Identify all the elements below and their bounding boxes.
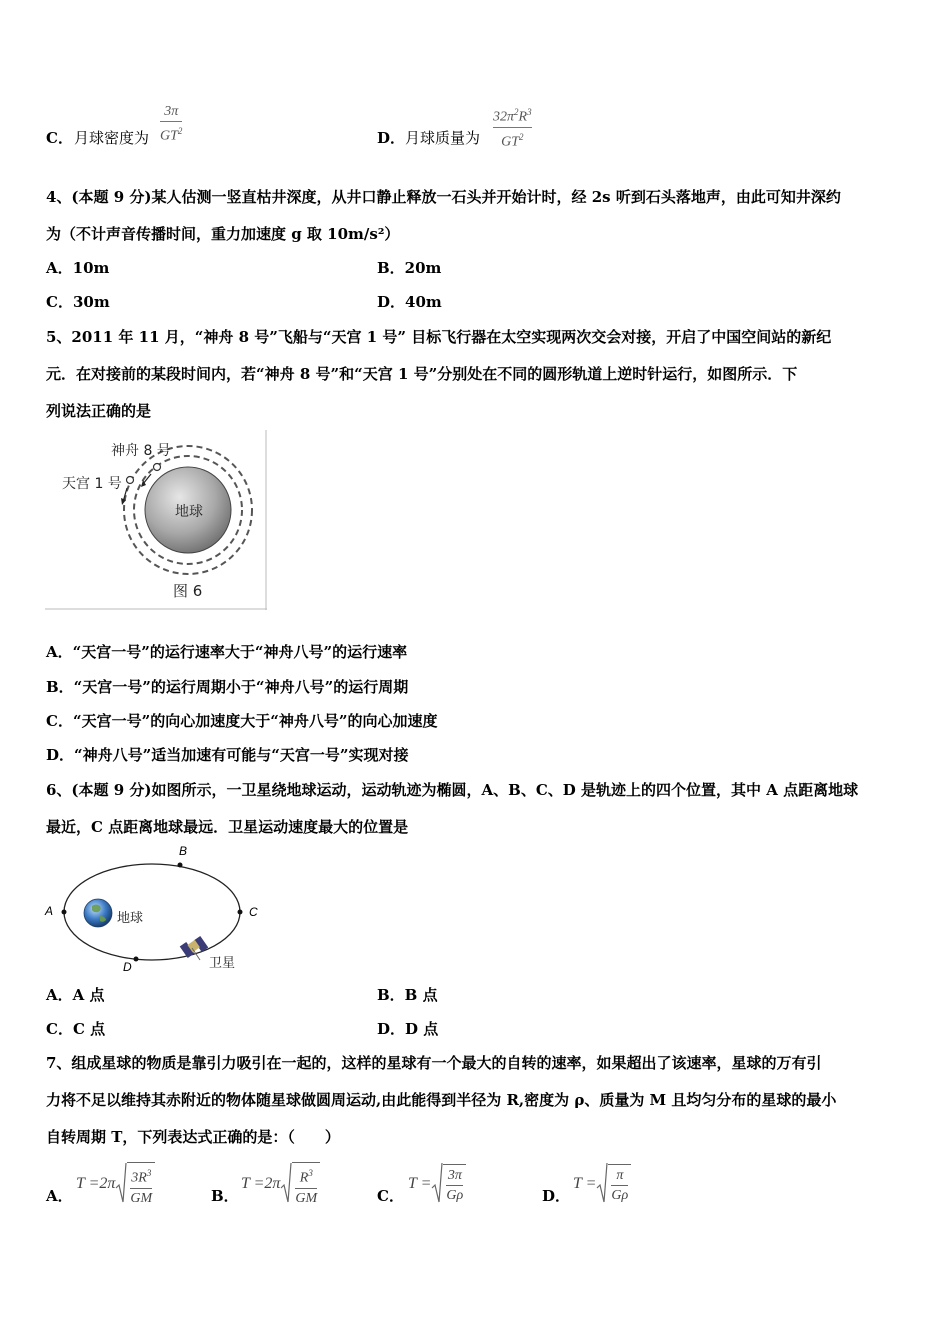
q7-stem-line3: 自转周期 T，下列表达式正确的是：（ ） <box>46 1128 340 1146</box>
q4-stem-line2: 为（不计声音传播时间，重力加速度 g 取 10m/s²） <box>46 225 400 243</box>
ellipse-diagram <box>40 842 270 977</box>
fig-label-c: C <box>249 905 258 919</box>
q3-d-den-exp: 2 <box>518 131 524 142</box>
q3-option-c-text: 月球密度为 <box>74 129 150 147</box>
fig-label-a: A <box>45 904 54 918</box>
q3-option-d-text: 月球质量为 <box>405 129 481 147</box>
shenzhou-marker <box>154 464 161 471</box>
q4-option-d: D．40m <box>377 293 442 311</box>
q6-option-b: B．B 点 <box>377 986 438 1004</box>
q7-option-a-label: A． <box>46 1187 73 1205</box>
q7-option-a-formula <box>76 1162 155 1207</box>
q7-option-b-formula <box>241 1162 320 1207</box>
q5-option-b: B．“天宫一号”的运行周期小于“神舟八号”的运行周期 <box>46 678 409 696</box>
fig-label-tiangong: 天宫 1 号 <box>62 476 122 492</box>
fig-label-earth: 地球 <box>175 504 203 520</box>
point-d <box>134 957 139 962</box>
q7-a-den: GM <box>130 1190 153 1206</box>
q5-option-a: A．“天宫一号”的运行速率大于“神舟八号”的运行速率 <box>46 643 408 661</box>
q6-option-a: A．A 点 <box>46 986 105 1004</box>
q7-option-c-label: C． <box>377 1187 404 1205</box>
q4-option-b: B．20m <box>377 259 442 277</box>
fig-caption: 图 6 <box>173 582 203 600</box>
q7-a-num-exp: 3 <box>146 1168 152 1178</box>
q7-stem-line1: 7、组成星球的物质是靠引力吸引在一起的，这样的星球有一个最大的自转的速率，如果超出了该速率，星球的万有引 <box>46 1054 822 1072</box>
q3-d-numerator: 32π <box>493 109 515 125</box>
q7-c-num: 3π <box>447 1168 462 1183</box>
fig-label-shenzhou: 神舟 8 号 <box>111 443 171 459</box>
point-a <box>62 910 67 915</box>
q3-c-numerator: 3π <box>164 104 179 119</box>
q7-b-sqrt <box>280 1162 320 1207</box>
q5-orbit-figure <box>45 430 267 610</box>
q3-option-d-label: D． <box>377 129 406 147</box>
q4-option-c: C．30m <box>46 293 110 311</box>
q7-a-num: 3R <box>131 1170 147 1186</box>
q3-c-den-exp: 2 <box>177 126 183 136</box>
q3-d-num-exp2: 3 <box>527 107 532 117</box>
q7-stem-line2: 力将不足以维持其赤附近的物体随星球做圆周运动,由此能得到半径为 R,密度为 ρ、质量为 M 且均匀分布的星球的最小 <box>46 1091 837 1109</box>
q7-d-sqrt <box>596 1162 631 1206</box>
q7-option-b-label: B． <box>211 1187 239 1205</box>
q3-d-num-exp1: 2 <box>514 107 519 117</box>
q7-b-num: R <box>299 1170 309 1186</box>
q7-a-sqrt <box>115 1162 155 1207</box>
q3-option-d-fraction <box>493 104 532 150</box>
q7-option-d-label: D． <box>542 1187 571 1205</box>
q7-a-lhs: T =2π <box>76 1175 116 1193</box>
point-c <box>238 910 243 915</box>
q7-c-den: Gρ <box>446 1188 464 1203</box>
q7-d-lhs: T = <box>573 1175 597 1192</box>
q3-c-denominator: GT <box>160 128 178 144</box>
q6-ellipse-figure <box>40 842 270 977</box>
q6-stem-line1: 6、(本题 9 分)如图所示，一卫星绕地球运动，运动轨迹为椭圆，A、B、C、D 是轨迹上的四个位置，其中 A 点距离地球 <box>46 781 859 799</box>
q7-b-num-exp: 3 <box>308 1168 313 1178</box>
q3-d-denominator: GT <box>501 134 519 150</box>
q7-c-lhs: T = <box>408 1175 432 1192</box>
q5-stem-line1: 5、2011 年 11 月，“神舟 8 号”飞船与“天宫 1 号” 目标飞行器在太空实现两次交会对接，开启了中国空间站的新纪 <box>46 328 832 346</box>
q5-option-c: C．“天宫一号”的向心加速度大于“神舟八号”的向心加速度 <box>46 712 438 730</box>
fig-label-b: B <box>179 844 188 858</box>
fig-label-satellite: 卫星 <box>209 956 236 971</box>
q3-d-num-r: R <box>518 109 528 125</box>
q7-option-d-formula <box>573 1162 631 1206</box>
q7-b-den: GM <box>295 1190 318 1206</box>
q7-c-sqrt <box>431 1162 466 1206</box>
earth-globe-icon <box>84 899 112 927</box>
q4-option-a: A．10m <box>46 259 110 277</box>
q7-d-num: π <box>616 1168 624 1183</box>
q7-option-c-formula <box>408 1162 466 1206</box>
q7-b-lhs: T =2π <box>241 1175 281 1193</box>
q3-option-c-label: C． <box>46 129 73 147</box>
q5-stem-line2: 元．在对接前的某段时间内，若“神舟 8 号”和“天宫 1 号”分别处在不同的圆形轨道上逆时针运行，如图所示．下 <box>46 365 798 383</box>
q5-stem-line3: 列说法正确的是 <box>46 402 152 420</box>
q5-option-d: D．“神舟八号”适当加速有可能与“天宫一号”实现对接 <box>46 746 409 764</box>
fig-label-earth-q6: 地球 <box>117 911 144 926</box>
q3-option-c-fraction <box>160 104 182 145</box>
tiangong-marker <box>127 477 134 484</box>
fig-label-d: D <box>123 960 132 974</box>
q6-option-c: C．C 点 <box>46 1020 106 1038</box>
q6-option-d: D．D 点 <box>377 1020 439 1038</box>
q6-stem-line2: 最近，C 点距离地球最远．卫星运动速度最大的位置是 <box>46 818 409 836</box>
q4-stem-line1: 4、(本题 9 分)某人估测一竖直枯井深度，从井口静止释放一石头并开始计时，经 2s 听到石头落地声，由此可知井深约 <box>46 188 841 206</box>
q7-d-den: Gρ <box>611 1188 629 1203</box>
point-b <box>178 863 183 868</box>
